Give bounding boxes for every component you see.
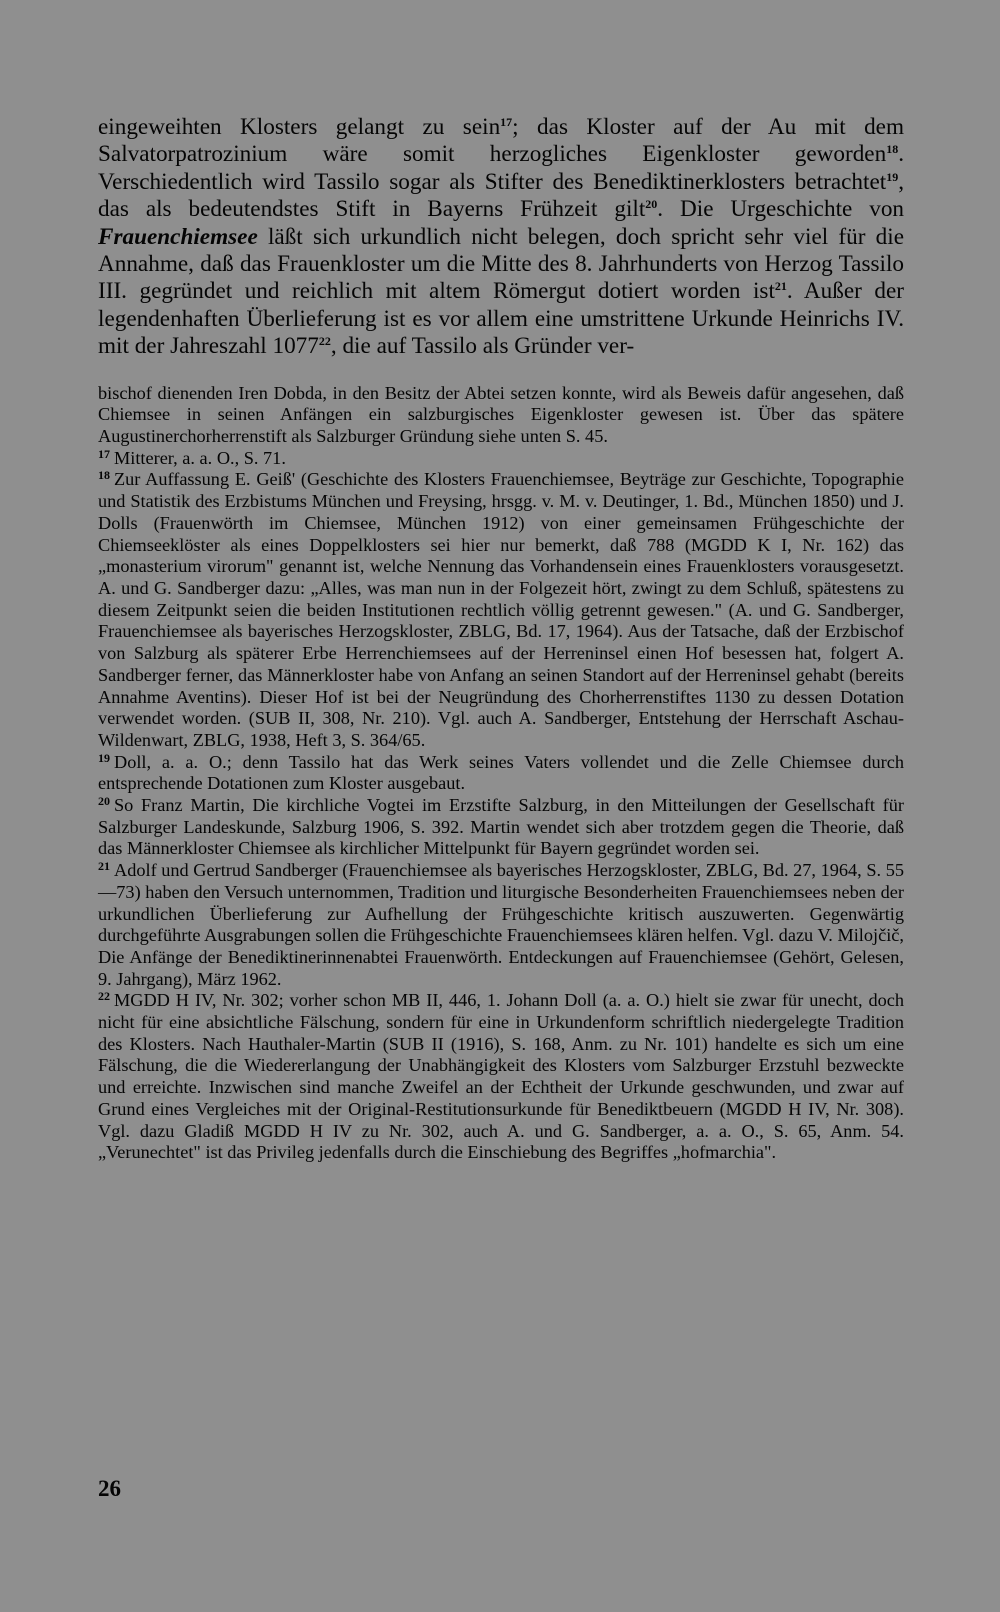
footnote-text: MGDD H IV, Nr. 302; vorher schon MB II, 446, 1. Johann Doll (a. a. O.) hielt sie zwar für unecht, doch nicht für eine absichtliche Fälschung, sondern für eine in Urkundenform schriftlich niedergelegte Tradition des Klosters. Nach Hauthaler-Martin (SUB II (1916), S. 168, Anm. zu Nr. 101) handelte es sich um eine Fälschung, die die Wiedererlangung der Unabhängigkeit des Klosters vom Salzburger Erzstuhl bezweckte und erreichte. Inzwischen sind manche Zweifel an der Echtheit der Urkunde geschwunden, und zwar auf Grund eines Vergleiches mit der Original-Restitutionsurkunde für Benediktbeuern (MGDD H IV, Nr. 308). Vgl. dazu Gladiß MGDD H IV zu Nr. 302, auch A. und G. Sandberger, a. a. O., S. 65, Anm. 54. „Verunechtet" ist das Privileg jedenfalls durch die Einschiebung des Begriffes „hofmarchia". bbox=[98, 990, 904, 1163]
footnote-17 bbox=[98, 448, 904, 470]
footnote-text: Doll, a. a. O.; denn Tassilo hat das Werk seines Vaters vollendet und die Zelle Chiemsee durch entsprechende Dotationen zum Kloster ausgebaut. bbox=[98, 751, 904, 794]
footnote-number: 21 bbox=[98, 859, 110, 874]
text-run: . Die Urgeschichte von bbox=[657, 196, 905, 223]
footnote-number: 17 bbox=[98, 446, 110, 461]
main-text bbox=[98, 114, 904, 361]
text-run: läßt sich urkundlich nicht belegen, doch spricht sehr viel für die Annahme, daß das Frauenkloster um die Mitte des 8. Jahrhunderts von Herzog Tassilo III. gegründet und reichlich mit altem Römergut dotiert worden ist bbox=[98, 223, 904, 305]
footnote-reference: 17 bbox=[500, 115, 513, 129]
text-run: eingeweihten Klosters gelangt zu sein bbox=[98, 114, 501, 140]
footnote-text: Adolf und Gertrud Sandberger (Frauenchiemsee als bayerisches Herzogskloster, ZBLG, Bd. 27, 1964, S. 55—73) haben den Versuch unternommen, Tradition und liturgische Besonderheiten Frauenchiemsees neben der urkundlichen Überlieferung zur Aufhellung der Frühgeschichte kritisch auszuwerten. Gegenwärtig durchgeführte Ausgrabungen sollen die Frühgeschichte Frauenchiemsees klären helfen. Vgl. dazu V. Milojčič, Die Anfänge der Benediktinerinnenabtei Frauenwörth. Entdeckungen auf Frauenchiemsee (Gehört, Gelesen, 9. Jahrgang), März 1962. bbox=[98, 860, 904, 989]
text-run: , die auf Tassilo als Gründer ver- bbox=[330, 333, 635, 360]
text-run: , das als bedeutendstes Stift in Bayerns Frühzeit gilt bbox=[98, 168, 904, 223]
footnote-reference: 22 bbox=[318, 334, 331, 349]
footnote-continuation: bischof dienenden Iren Dobda, in den Besitz der Abtei setzen konnte, wird als Beweis dafür angesehen, daß Chiemsee in seinen Anfängen ein salzburgisches Eigenkloster gewesen ist. Über das spätere Augustinerchorherrenstift als Salzburger Gründung siehe unten S. 45. bbox=[98, 382, 904, 447]
footnote-number: 20 bbox=[98, 794, 110, 809]
page-content bbox=[98, 114, 904, 1164]
footnote-text: Zur Auffassung E. Geiß' (Geschichte des Klosters Frauenchiemsee, Beyträge zur Geschichte, Topographie und Statistik des Erzbistums München und Freysing, hrsgg. v. M. v. Deutinger, 1. Bd., München 1850) und J. Dolls (Frauenwörth im Chiemsee, München 1912) von einer gemeinsamen Frühgeschichte der Chiemseeklöster als eines Doppelklosters sei hier nur bemerkt, daß 788 (MGDD K I, Nr. 162) das „monasterium virorum" genannt ist, welche Nennung das Vorhandensein eines Frauenklosters vorausgesetzt. A. und G. Sandberger dazu: „Alles, was man nun in der Folgezeit hört, zwingt zu dem Schluß, spätestens zu diesem Zeitpunkt seien die beiden Institutionen rechtlich völlig getrennt gewesen." (A. und G. Sandberger, Frauenchiemsee als bayerisches Herzogskloster, ZBLG, Bd. 17, 1964). Aus der Tatsache, daß der Erzbischof von Salzburg als späterer Erbe Herrenchiemsees auf der Herreninsel einen Hof besessen hat, folgert A. Sandberger ferner, das Männerkloster habe von Anfang an seinen Standort auf der Herreninsel gehabt (bereits Annahme Aventins). Dieser Hof ist bei der Neugründung des Chorherrenstiftes 1130 zu dessen Dotation verwendet worden. (SUB II, 308, Nr. 210). Vgl. auch A. Sandberger, Entstehung der Herrschaft Aschau-Wildenwart, ZBLG, 1938, Heft 3, S. 364/65. bbox=[98, 469, 904, 750]
footnote-21 bbox=[98, 860, 904, 990]
text-run: . Verschiedentlich wird Tassilo sogar als Stifter des Benediktinerklosters betrachtet bbox=[98, 141, 904, 195]
text-run: ; das Kloster auf der Au mit dem Salvatorpatrozinium wäre somit herzogliches Eigenkloster geworden bbox=[98, 114, 905, 168]
footnote-reference: 21 bbox=[774, 279, 787, 294]
footnote-reference: 18 bbox=[886, 142, 899, 157]
italic-place-name: Frauenchiemsee bbox=[98, 223, 258, 250]
footnote-number: 19 bbox=[98, 750, 110, 765]
footnote-18 bbox=[98, 469, 904, 751]
footnote-22 bbox=[98, 990, 904, 1164]
footnote-reference: 19 bbox=[886, 169, 899, 184]
footnote-reference: 20 bbox=[645, 197, 658, 212]
main-paragraph bbox=[98, 114, 904, 361]
page-number: 26 bbox=[98, 1476, 121, 1501]
footnote-number: 22 bbox=[98, 989, 110, 1004]
footnote-19 bbox=[98, 752, 904, 795]
footnote-text: So Franz Martin, Die kirchliche Vogtei im Erzstifte Salzburg, in den Mitteilungen der Gesellschaft für Salzburger Landeskunde, Salzburg 1906, S. 392. Martin wendet sich aber trotzdem gegen die Theorie, daß das Männerkloster Chiemsee als kirchlicher Mittelpunkt für Bayern gegründet worden sei. bbox=[98, 795, 904, 859]
footnote-number: 18 bbox=[98, 468, 110, 483]
footnote-20 bbox=[98, 795, 904, 860]
footnotes-section bbox=[98, 383, 904, 1164]
footnote-text: Mitterer, a. a. O., S. 71. bbox=[114, 447, 286, 468]
text-run: . Außer der legendenhaften Überlieferung ist es vor allem eine umstrittene Urkunde Heinrichs IV. mit der Jahreszahl 1077 bbox=[98, 278, 904, 360]
